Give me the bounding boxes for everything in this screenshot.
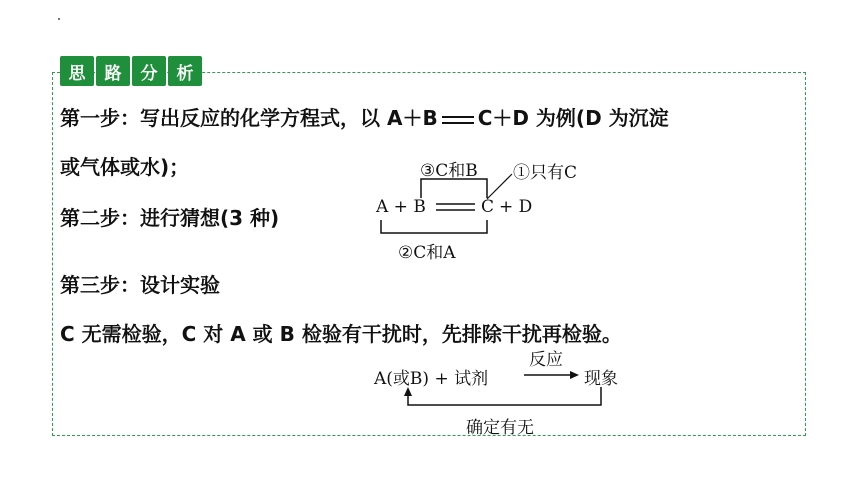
feedback-path: [408, 387, 601, 405]
tag-char: 分: [132, 56, 166, 86]
reaction-arrowhead: [570, 371, 579, 379]
bracket-bottom: [381, 220, 487, 233]
phenomenon-label: 现象: [584, 369, 618, 389]
step1-text-b: C＋D 为例(D 为沉淀: [477, 106, 669, 130]
conclusion-line: C 无需检验，C 对 A 或 B 检验有干扰时，先排除干扰再检验。: [60, 322, 622, 346]
equation-c: C: [481, 197, 495, 217]
bracket-top: [421, 179, 487, 198]
step1-continued: 或气体或水)；: [60, 155, 190, 179]
hypothesis-1-label: ①只有C: [513, 163, 578, 183]
reagent-label: A(或B) + 试剂: [374, 369, 489, 389]
tag-char: 析: [168, 56, 202, 86]
equation-left: A + B: [376, 197, 426, 217]
pointer-line: [487, 174, 512, 199]
step3-line: 第三步：设计实验: [60, 273, 220, 297]
determine-label: 确定有无: [466, 418, 534, 438]
tag-char: 思: [60, 56, 94, 86]
hypothesis-3-label: ③C和B: [420, 161, 478, 181]
step1-text-a: 第一步：写出反应的化学方程式，以 A＋B: [60, 106, 438, 130]
step2-line: 第二步：进行猜想(3 种): [60, 206, 280, 230]
reaction-label: 反应: [529, 350, 563, 370]
hypothesis-2-label: ②C和A: [398, 243, 456, 263]
equation-right: + D: [499, 197, 533, 217]
tag-char: 路: [96, 56, 130, 86]
